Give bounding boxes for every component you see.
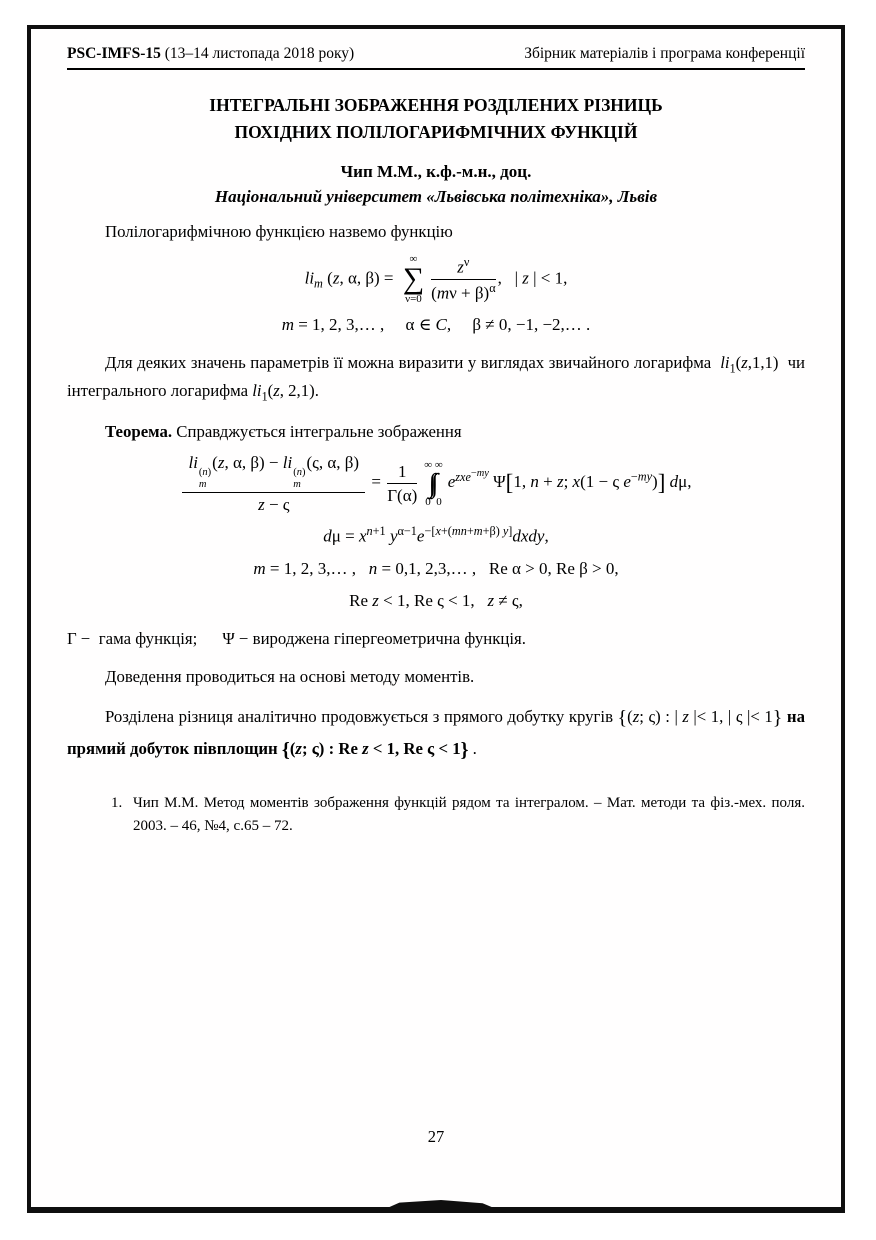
analytic-continuation-paragraph: Розділена різниця аналітично продовжується з прямого добутку кругів {(z; ς) : | z |< 1, | ς |< 1} на прямий добуток півплощин {(z; ς) : Re z < 1, Re ς < 1} . [67, 706, 805, 761]
header-rule [67, 68, 805, 70]
affiliation-line: Національний університет «Львівська політехніка», Львів [214, 187, 658, 207]
formula-definition-conditions: m = 1, 2, 3,… , α ∈ C, β ≠ 0, −1, −2,… . [281, 315, 591, 335]
formula-domain-conditions: Re z < 1, Re ς < 1, z ≠ ς, [349, 591, 523, 611]
formula-parameter-conditions: m = 1, 2, 3,… , n = 0,1, 2,3,… , Re α > 0, Re β > 0, [253, 558, 619, 578]
paper-title-line1: ІНТЕГРАЛЬНІ ЗОБРАЖЕННЯ РОЗДІЛЕНИХ РІЗНИЦЬ [209, 95, 663, 115]
theorem-label: Теорема. [105, 421, 173, 441]
gamma-psi-note: Γ − гама функція; Ψ − вироджена гіпергеометрична функція. [67, 628, 526, 648]
paper-title-line2: ПОХІДНИХ ПОЛІЛОГАРИФМІЧНИХ ФУНКЦІЙ [234, 122, 638, 143]
intro-paragraph: Полілогарифмічною функцією назвемо функцію [105, 222, 453, 242]
header-conference-code: PSC-IMFS-15 [67, 45, 161, 62]
formula-polylog-definition: $li_m$ (z, α, β) = ∞ ∑ ν=0 $\frac{z^\nu}{(m\nu + \beta)^\alpha}$ , | z | < 1, [304, 252, 568, 306]
special-values-paragraph: Для деяких значень параметрів її можна виразити у виглядах звичайного логарифма $li_1(z,1,1)$ чи інтегрального логарифма $li_1(z$, 2,1). [67, 352, 805, 404]
references-list [111, 792, 805, 837]
page-number: 27 [427, 1127, 445, 1146]
reference-item [111, 792, 805, 837]
authors-line: Чип М.М., к.ф.-м.н., доц. [340, 162, 532, 182]
paper-title [67, 92, 805, 146]
theorem-paragraph [67, 419, 805, 446]
formula-measure: $d\mu = x^{n+1}$ $y^{\alpha-1}e^{-[x+(mn+m+\beta) y]}dxdy$, [323, 523, 549, 546]
header-proceedings-label: Збірник матеріалів і програма конференції [524, 45, 805, 62]
reference-number: 1. [111, 795, 123, 812]
scan-artifact [376, 1200, 506, 1213]
header-conference-info [67, 45, 354, 63]
proof-paragraph: Доведення проводиться на основі методу моментів. [105, 667, 475, 687]
page-header [67, 45, 805, 63]
theorem-statement-text: Справджується інтегральне зображення [172, 421, 462, 441]
formula-integral-representation: li (n) m (z, α, β) − li (n) m (ς, α, β) z − ς = $\frac{1}{\Gamma(\alpha)}$ ∞ ∞ ∫∫ 0 0 $e^{zxe^{-my}}$ Ψ[1, n + z; x(1 − ς $e^{-my}$)] dμ, [67, 452, 805, 514]
header-conference-dates: (13–14 листопада 2018 року) [160, 45, 355, 62]
scanned-page-frame [27, 25, 845, 1213]
reference-text: Чип М.М. Метод моментів зображення функцій рядом та інтегралом. – Мат. методи та фіз.-мех. поля. 2003. – 46, №4, с.65 – 72. [133, 795, 805, 834]
